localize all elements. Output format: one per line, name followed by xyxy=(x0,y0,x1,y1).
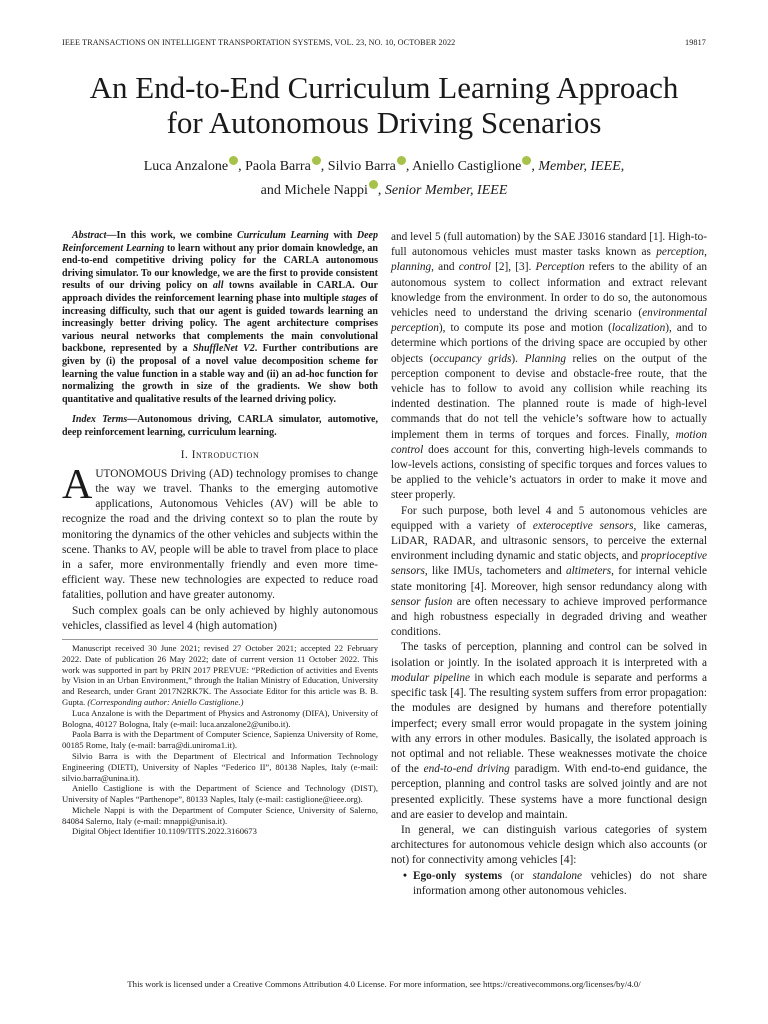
author-2: Paola Barra xyxy=(245,159,311,174)
title-line-2: for Autonomous Driving Scenarios xyxy=(166,105,602,140)
right-column xyxy=(391,230,707,899)
footnote-author-2: Paola Barra is with the Department of Computer Science, Sapienza University of Rome, 00185 Rome, Italy (e-mail: barra@di.uniroma1.it). xyxy=(62,729,378,751)
footnote-author-5: Michele Nappi is with the Department of Computer Science, University of Salerno, 84084 Salerno, Italy (e-mail: mnappi@unisa.it). xyxy=(62,804,378,826)
senior-member-grade: Senior Member, IEEE xyxy=(384,183,508,198)
title-line-1: An End-to-End Curriculum Learning Approach xyxy=(89,70,679,105)
footnote-author-3: Silvio Barra is with the Department of Electrical and Information Technology Engineering (DIETI), University of Naples “Federico II”, 80138 Naples, Italy (e-mail: silvio.barra@unina.it). xyxy=(62,750,378,783)
license-notice: This work is licensed under a Creative Commons Attribution 4.0 License. For more information, see https://creativecommons.org/licenses/by/4.0/ xyxy=(127,979,641,989)
list-item: • Ego-only systems (or standalone vehicles) do not share information among other autonomous vehicles. xyxy=(403,869,707,899)
footnote-author-1: Luca Anzalone is with the Department of Physics and Astronomy (DIFA), University of Bologna, 40127 Bologna, Italy (e-mail: luca.anzalone2@unibo.it). xyxy=(62,707,378,729)
member-grade: Member, IEEE xyxy=(538,159,621,174)
running-header xyxy=(62,38,706,47)
paper-title xyxy=(40,70,728,140)
orcid-icon[interactable] xyxy=(522,156,531,165)
body-paragraph-3: The tasks of perception, planning and control can be solved in isolation or jointly. In the isolated approach it is interpreted with a modular pipeline in which each module is separate and performs a specific task [4]. The resulting system suffers from error propagation: the modules are designed by humans and therefore potentially imperfect; every small error would propagate in the system joining with any errors in other modules. Basically, the isolated approach is not optimal and not reliable. These weaknesses motivate the choice of the end-to-end driving paradigm. With end-to-end guidance, the perception, planning and control tasks are solved jointly and are not presented explicitly. These systems have a more functional design and are easier to develop and maintain. xyxy=(391,641,707,821)
footnote-rule xyxy=(62,639,378,640)
author-3: Silvio Barra xyxy=(327,159,396,174)
author-line-1: Luca Anzalone , Paola Barra , Silvio Barra , Aniello Castiglione , Member, IEEE, xyxy=(40,155,728,179)
author-4: Aniello Castiglione xyxy=(412,159,522,174)
orcid-icon[interactable] xyxy=(312,156,321,165)
author-1: Luca Anzalone xyxy=(143,159,229,174)
orcid-icon[interactable] xyxy=(397,156,406,165)
doi[interactable]: Digital Object Identifier 10.1109/TITS.2022.3160673 xyxy=(72,826,257,837)
page-number: 19817 xyxy=(685,38,706,47)
drop-cap: A xyxy=(62,461,93,508)
section-heading: I. Introduction xyxy=(180,448,260,461)
author-list xyxy=(40,155,728,203)
author-line-2: and Michele Nappi , Senior Member, IEEE xyxy=(40,179,728,203)
author-5: and Michele Nappi xyxy=(260,183,368,198)
journal-name: IEEE TRANSACTIONS ON INTELLIGENT TRANSPORTATION SYSTEMS, VOL. 23, NO. 10, OCTOBER 2022 xyxy=(62,38,456,47)
body-paragraph-4: In general, we can distinguish various categories of system architectures for autonomous vehicle design which also accounts (or not) for connectivity among vehicles [4]: xyxy=(391,823,707,867)
orcid-icon[interactable] xyxy=(229,156,238,165)
footnotes xyxy=(62,639,378,837)
intro-paragraph-2: Such complex goals can be only achieved by highly autonomous vehicles, classified as level 4 (high automation) xyxy=(62,604,378,632)
intro-paragraph-1: AUTONOMOUS Driving (AD) technology promises to change the way we travel. Thanks to the emerging automotive applications, Autonomous Vehicles (AV) will be able to recognize the road and the driving context so to plan the route by monitoring the dynamics of the other vehicles and subjects within the scene. Thanks to AV, people will be able to travel from place to place in a safer, more environmentally friendly and even more time-efficient way. These new technologies are expected to reduce road fatalities, pollution and have greater autonomy. xyxy=(62,461,378,602)
body-paragraph-2: For such purpose, both level 4 and 5 autonomous vehicles are equipped with a variety of exteroceptive sensors, like cameras, LiDAR, RADAR, and ultrasonic sensors, to perceive the external environment including dynamic and static objects, and proprioceptive sensors, like IMUs, tachometers and altimeters, for internal vehicle state monitoring [4]. Moreover, high sensor redundancy along with sensor fusion are often necessary to achieve improved performance and high robustness especially in degraded driving and weather conditions. xyxy=(391,504,707,639)
bullet-list xyxy=(391,869,707,899)
footnote-author-4: Aniello Castiglione is with the Department of Science and Technology (DIST), University of Naples “Parthenope”, 80133 Naples, Italy (e-mail: castiglione@ieee.org). xyxy=(62,783,378,805)
abstract: Abstract—In this work, we combine Curriculum Learning with Deep Reinforcement Learning to learn without any prior domain knowledge, an end-to-end competitive driving policy for the CARLA autonomous driving simulator. To our knowledge, we are the first to provide consistent results of our driving policy on all towns available in CARLA. Our approach divides the reinforcement learning phase into multiple stages of increasing difficulty, such that our agent is guided towards learning an increasingly better driving policy. The agent architecture comprises various neural networks that complements the main convolutional backbone, represented by a ShuffleNet V2. Further contributions are given by (i) the proposal of a novel value decomposition scheme for learning the value function in a stable way and (ii) an ad-hoc function for normalizing the growth in size of the gradients. We show both quantitative and qualitative results of the learned driving policy. xyxy=(62,230,378,405)
body-paragraph-1: and level 5 (full automation) by the SAE J3016 standard [1]. High-to-full autonomous vehicles must master tasks known as perception, planning, and control [2], [3]. Perception refers to the ability of an autonomous system to collect information and extract relevant knowledge from the environment. In order to do so, the autonomous vehicles need to understand the driving scenario (environmental perception), to compute its pose and motion (localization), and to determine which portions of the driving space are occupied by other objects (occupancy grids). Planning relies on the output of the perception component to devise and obstacle-free route, that the vehicle has to follow to avoid any collision while reaching its indented destination. The planned route is made of high-level commands that do not tell the vehicle’s software how to actually implement them in terms of torques and forces. Finally, motion control does account for this, converting high-levels commands to low-levels actions, consisting of specific torques and forces values to be applied to the vehicle’s actuators in order to make it move and steer properly. xyxy=(391,231,707,502)
index-terms: Index Terms—Autonomous driving, CARLA simulator, automotive, deep reinforcement learning, curriculum learning. xyxy=(62,414,378,438)
orcid-icon[interactable] xyxy=(369,180,378,189)
left-column xyxy=(62,230,378,837)
footnote-manuscript: Manuscript received 30 June 2021; revised 27 October 2021; accepted 22 February 2022. Date of publication 26 May 2022; date of current version 11 October 2022. This work was supported in part by PRIN 2017 PREVUE: “PRediction of activities and Events by Vision in an Urban Environment,” through the Italian Ministry of Education, University and Research, under Grant 2017N2RK7K. The Associate Editor for this article was B. B. Gupta. (Corresponding author: Aniello Castiglione.) xyxy=(62,642,378,707)
